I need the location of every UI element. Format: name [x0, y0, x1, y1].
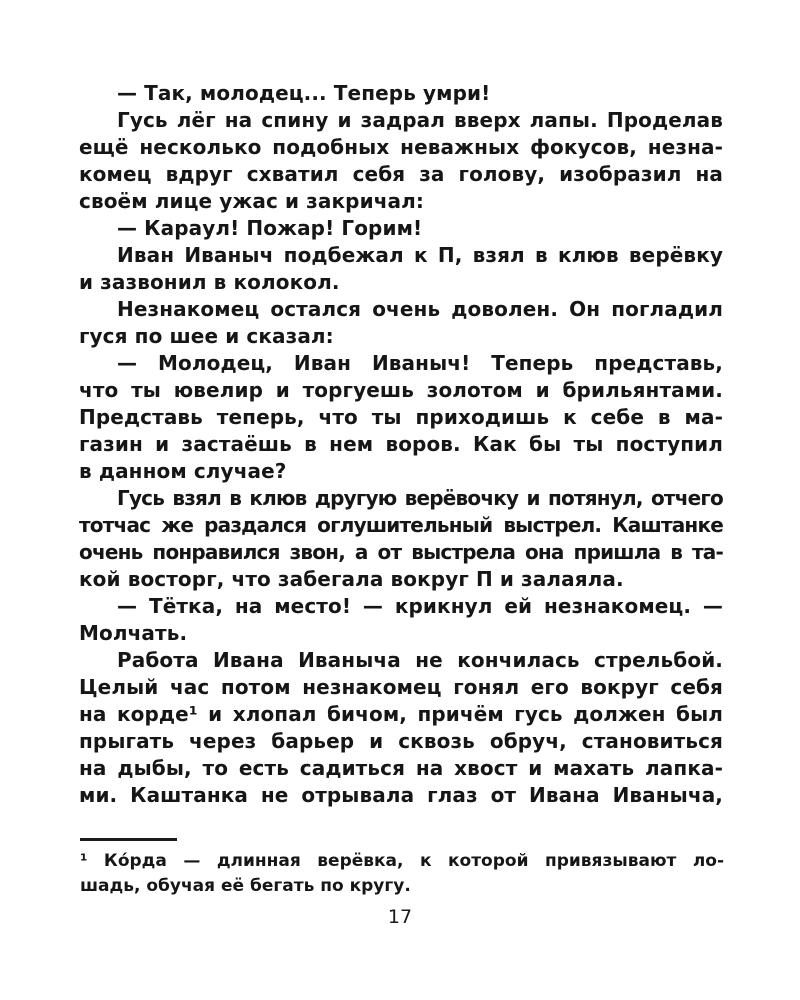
footnote-line: шадь, обучая её бегать по кругу. — [80, 876, 411, 896]
text-line: и зазвонил в колокол. — [79, 270, 340, 294]
page-number: 17 — [387, 906, 413, 928]
text-line: — Молодец, Иван Иваныч! Теперь представь, — [117, 351, 723, 375]
text-line: Молчать. — [79, 621, 188, 645]
text-line: на корде¹ и хлопал бичом, причём гусь должен был — [79, 702, 723, 726]
text-line: что ты ювелир и торгуешь золотом и брильянтами. — [79, 378, 723, 402]
text-line: ещё несколько подобных неважных фокусов, незна- — [79, 135, 723, 159]
text-line: ми. Каштанка не отрывала глаз от Ивана Иваныча, — [79, 783, 723, 807]
text-line: Целый час потом незнакомец гонял его вокруг себя — [79, 675, 723, 699]
footnote-line: ¹ Ко́рда — длинная верёвка, к которой привязывают ло- — [80, 851, 724, 871]
text-block — [79, 80, 723, 809]
text-line: Незнакомец остался очень доволен. Он погладил — [117, 297, 723, 321]
text-line: Представь теперь, что ты приходишь к себе в ма- — [79, 405, 723, 429]
text-line: на дыбы, то есть садиться на хвост и махать лапка- — [79, 756, 723, 780]
text-line: — Тётка, на место! — крикнул ей незнакомец. — — [117, 594, 723, 618]
text-line: Гусь лёг на спину и задрал вверх лапы. Проделав — [117, 108, 723, 132]
text-line: своём лице ужас и закричал: — [79, 189, 424, 213]
footnote-rule — [80, 838, 177, 841]
text-line: комец вдруг схватил себя за голову, изобразил на — [79, 162, 723, 186]
text-line: тотчас же раздался оглушительный выстрел. Каштанке — [79, 513, 723, 537]
text-line: кой восторг, что забегала вокруг П и залаяла. — [79, 567, 624, 591]
text-line: гуся по шее и сказал: — [79, 324, 334, 348]
text-line: — Караул! Пожар! Горим! — [117, 216, 423, 240]
text-line: очень понравился звон, а от выстрела она пришла в та- — [79, 540, 723, 564]
text-line: в данном случае? — [79, 459, 287, 483]
text-line: прыгать через барьер и сквозь обруч, становиться — [79, 729, 723, 753]
text-line: Гусь взял в клюв другую верёвочку и потянул, отчего — [117, 486, 723, 510]
text-line: — Так, молодец... Теперь умри! — [117, 81, 491, 105]
text-line: Иван Иваныч подбежал к П, взял в клюв верёвку — [117, 243, 723, 267]
footnote — [80, 849, 724, 899]
text-line: Работа Ивана Иваныча не кончилась стрельбой. — [117, 648, 723, 672]
text-line: газин и застаёшь в нем воров. Как бы ты поступил — [79, 432, 723, 456]
